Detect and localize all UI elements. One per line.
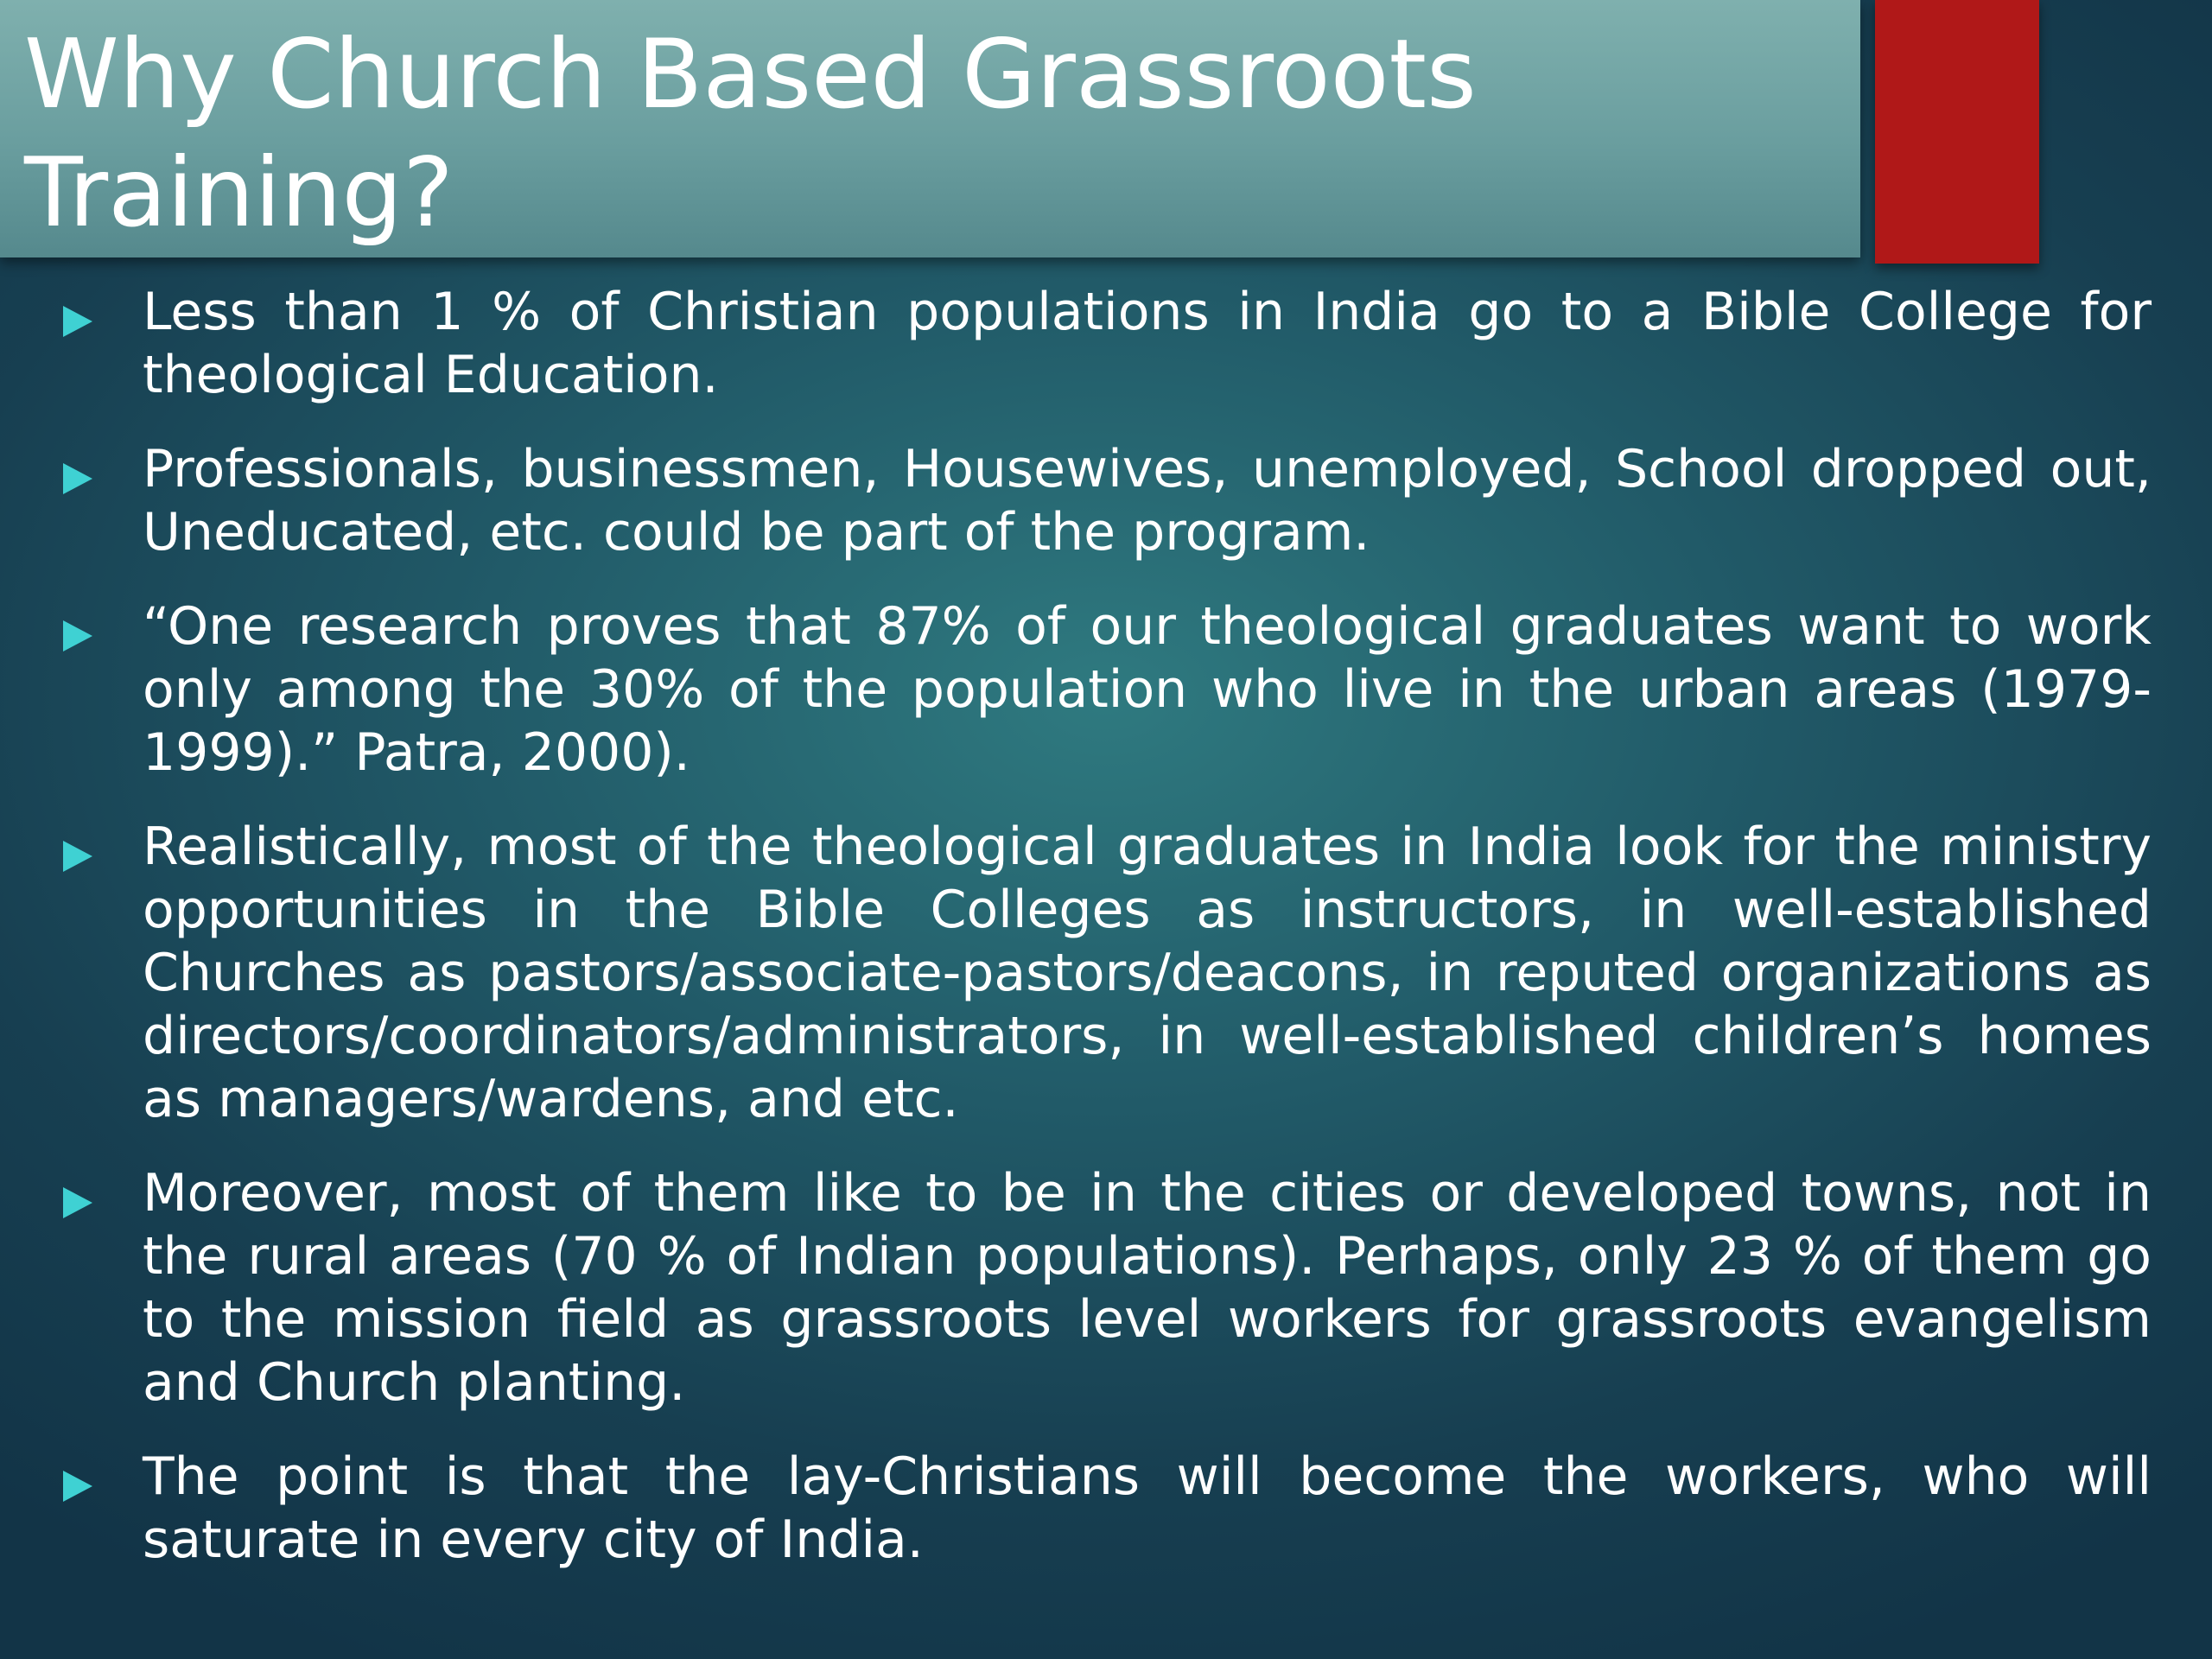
bullet-text: Less than 1 % of Christian populations in India go to a Bible College for theological Education. — [143, 282, 2152, 405]
bullet-item — [60, 1162, 2152, 1414]
bullet-item — [60, 816, 2152, 1131]
bullet-text: Realistically, most of the theological graduates in India look for the ministry opportunities in the Bible Colleges as instructors, in well-established Churches as pastors/associate-pastors/deacons, in reputed organizations as directors/coordinators/administrators, in well-established children’s homes as managers/wardens, and etc. — [143, 817, 2152, 1129]
title-bar — [0, 0, 1860, 257]
triangle-right-icon — [63, 841, 92, 872]
bullet-text: Moreover, most of them like to be in the cities or developed towns, not in the rural areas (70 % of Indian populations). Perhaps, only 23 % of them go to the mission field as grassroots level workers for grassroots evangelism and Church planting. — [143, 1163, 2152, 1413]
triangle-right-icon — [63, 1471, 92, 1502]
bullet-list — [60, 281, 2152, 1603]
triangle-right-icon — [63, 306, 92, 337]
bullet-text: “One research proves that 87% of our theological graduates want to work only among the 30% of the population who live in the urban areas (1979-1999).” Patra, 2000). — [143, 596, 2152, 783]
bullet-item — [60, 1446, 2152, 1572]
red-accent-block — [1875, 0, 2039, 264]
bullet-item — [60, 438, 2152, 564]
bullet-text: Professionals, businessmen, Housewives, unemployed, School dropped out, Uneducated, etc. could be part of the program. — [143, 439, 2152, 563]
bullet-text: The point is that the lay-Christians will become the workers, who will saturate in every city of India. — [143, 1446, 2152, 1570]
triangle-right-icon — [63, 1187, 92, 1218]
triangle-right-icon — [63, 620, 92, 652]
slide-title: Why Church Based Grassroots Training? — [24, 19, 1477, 249]
triangle-right-icon — [63, 463, 92, 494]
bullet-item — [60, 281, 2152, 407]
bullet-item — [60, 595, 2152, 785]
